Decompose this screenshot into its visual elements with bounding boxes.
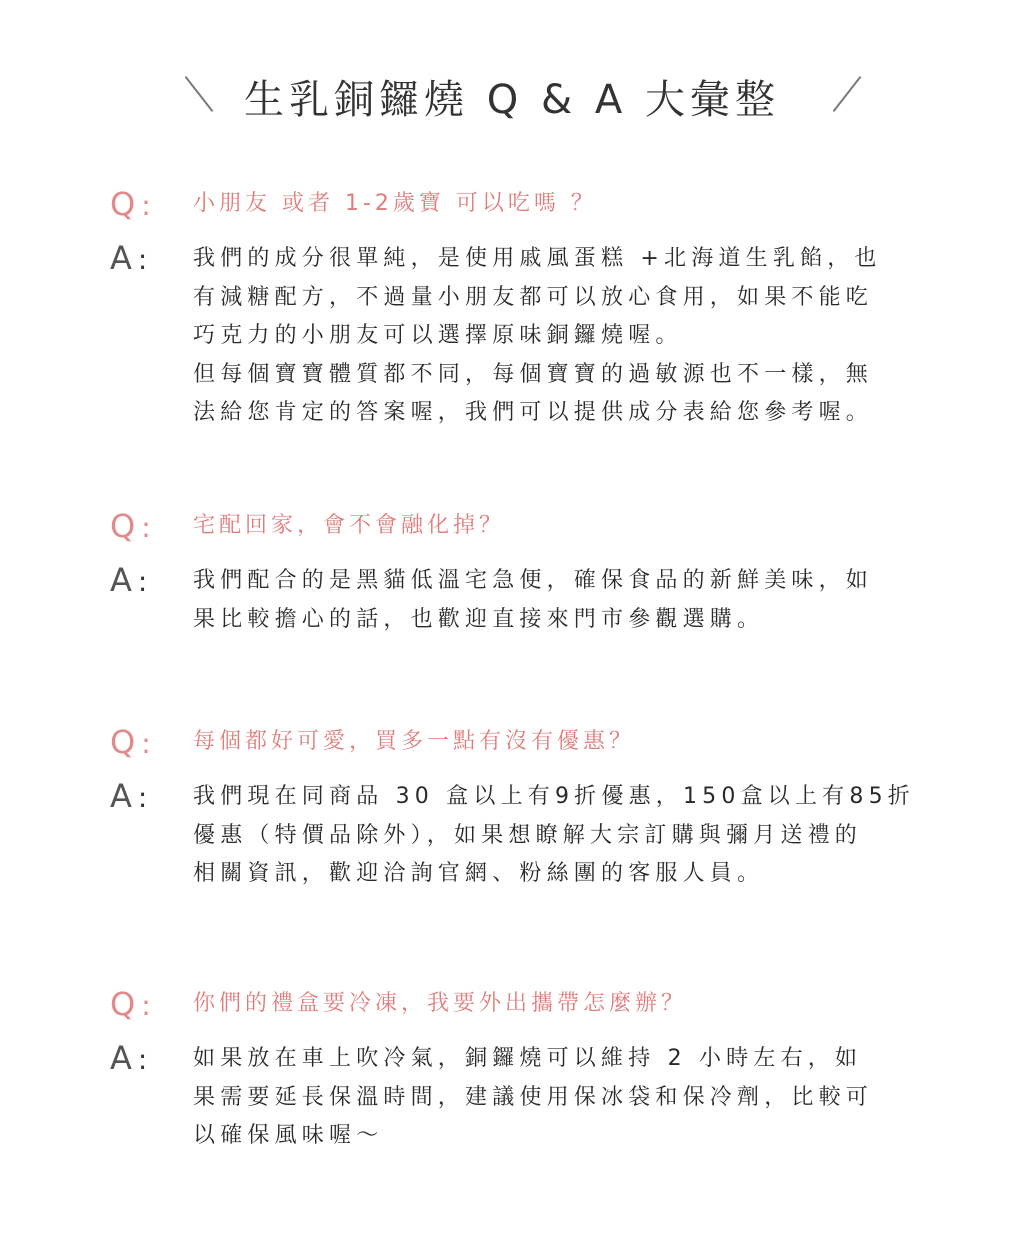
question-row <box>110 186 930 222</box>
answer-text: 我們現在同商品 30 盒以上有9折優惠，150盒以上有85折 優惠（特價品除外），如果想瞭解大宗訂購與彌月送禮的 相關資訊，歡迎洽詢官網、粉絲團的客服人員。 <box>193 784 915 886</box>
page-title: 生乳銅鑼燒 Q & A 大彙整 <box>244 77 780 123</box>
question-mark-icon: Q : <box>110 985 151 1023</box>
answer-mark-icon: A : <box>110 561 148 599</box>
question-mark-icon: Q : <box>110 723 151 761</box>
answer-row <box>110 240 930 433</box>
answer-row <box>110 778 930 894</box>
answer-row <box>110 562 930 639</box>
question-row <box>110 508 930 544</box>
qa-item-3 <box>110 724 930 894</box>
answer-text: 我們的成分很單純，是使用戚風蛋糕 +北海道生乳餡，也 有減糖配方，不過量小朋友都可以放心食用，如果不能吃 巧克力的小朋友可以選擇原味銅鑼燒喔。 但每個寶寶體質都不同，每個寶寶的過敏源也不一樣，無 法給您肯定的答案喔，我們可以提供成分表給您參考喔。 <box>193 246 882 425</box>
question-text: 小朋友 或者 1-2歲寶 可以吃嗎 ？ <box>193 191 597 216</box>
answer-text: 如果放在車上吹冷氣，銅鑼燒可以維持 2 小時左右，如 果需要延長保溫時間，建議使用保冰袋和保冷劑，比較可 以確保風味喔～ <box>193 1046 874 1148</box>
answer-mark-icon: A : <box>110 1039 148 1077</box>
question-text: 你們的禮盒要冷凍，我要外出攜帶怎麼辦？ <box>193 991 688 1016</box>
answer-mark-icon: A : <box>110 239 148 277</box>
question-row <box>110 986 930 1022</box>
answer-text: 我們配合的是黑貓低溫宅急便，確保食品的新鮮美味，如 果比較擔心的話，也歡迎直接來門市參觀選購。 <box>193 568 874 632</box>
question-text: 宅配回家，會不會融化掉？ <box>193 513 506 538</box>
answer-row <box>110 1040 930 1156</box>
qa-item-4 <box>110 986 930 1156</box>
qa-item-1 <box>110 186 930 433</box>
question-mark-icon: Q : <box>110 185 151 223</box>
question-mark-icon: Q : <box>110 507 151 545</box>
question-row <box>110 724 930 760</box>
qa-item-2 <box>110 508 930 639</box>
answer-mark-icon: A : <box>110 777 148 815</box>
question-text: 每個都好可愛，買多一點有沒有優惠？ <box>193 729 636 754</box>
title-banner <box>0 62 1024 132</box>
